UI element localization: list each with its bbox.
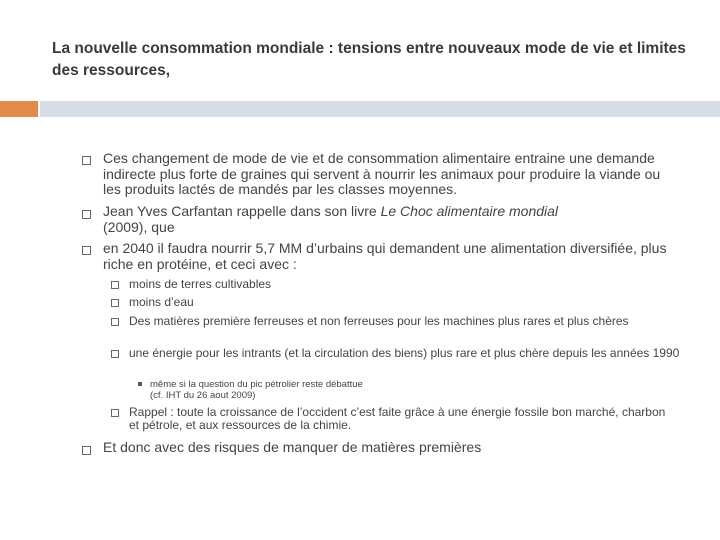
hollow-square-bullet-icon	[82, 210, 91, 219]
hollow-square-bullet-icon	[111, 281, 119, 289]
hollow-square-bullet-icon	[82, 446, 91, 455]
bullet-text: en 2040 il faudra nourrir 5,7 MM d’urbains qui demandent une alimentation diversifiée, plus riche en protéine, et ceci avec :	[103, 240, 667, 272]
hollow-square-bullet-icon	[82, 156, 91, 165]
sub-bullet-text: moins de terres cultivables	[129, 277, 272, 291]
sub-bullet-text: Des matières première ferreuses et non ferreuses pour les machines plus rares et plus chères	[129, 314, 629, 328]
bullet-text: Et donc avec des risques de manquer de matières premières	[103, 439, 482, 455]
sub-bullet-text: une énergie pour les intrants (et la circulation des biens) plus rare et plus chère depuis les années 1990	[129, 346, 680, 360]
bullet-text: Ces changement de mode de vie et de consommation alimentaire entraine une demande indirecte plus forte de graines qui servent à nourrir les animaux pour produire la viande ou les produits lactés de mandés par les classes moyennes.	[103, 150, 661, 197]
hollow-square-bullet-icon	[82, 246, 91, 255]
sub-sub-bullet-line: même si la question du pic pétrolier reste débattue	[150, 379, 363, 390]
bullet-text-part: (2009), que	[103, 218, 175, 235]
filled-square-bullet-icon	[138, 382, 142, 386]
sub-sub-bullet-text	[150, 379, 650, 401]
hollow-square-bullet-icon	[111, 318, 119, 326]
hollow-square-bullet-icon	[111, 350, 119, 358]
book-title: Le Choc alimentaire mondial	[380, 203, 559, 219]
sub-bullet-text: moins d’eau	[129, 295, 194, 309]
bullet-text-part: Jean Yves Carfantan rappelle dans son livre	[103, 203, 377, 219]
hollow-square-bullet-icon	[111, 409, 119, 417]
hollow-square-bullet-icon	[111, 299, 119, 307]
bullet-text	[103, 204, 673, 235]
sub-bullet-text: Rappel : toute la croissance de l’occident c’est faite grâce à une énergie fossile bon marché, charbon et pétrole, et aux ressources de la chimie.	[129, 405, 666, 432]
title-accent-bar	[0, 101, 38, 117]
sub-sub-bullet-line: (cf. IHT du 26 aout 2009)	[150, 390, 256, 401]
slide-title: La nouvelle consommation mondiale : tensions entre nouveaux mode de vie et limites des ressources,	[52, 40, 686, 79]
title-divider-bar	[40, 101, 720, 117]
